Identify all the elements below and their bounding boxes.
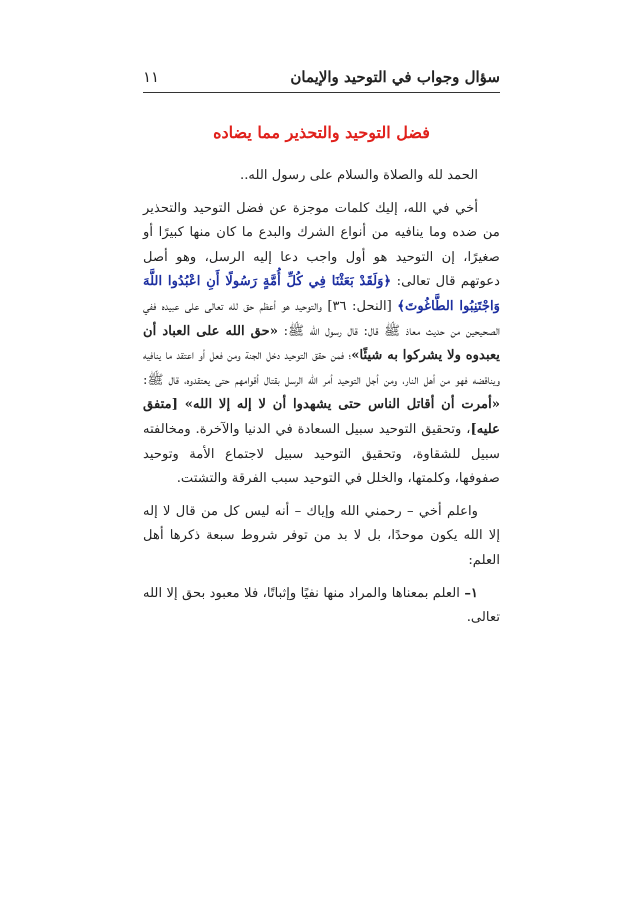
paragraph-conditions: واعلم أخي – رحمني الله وإياك – أنه ليس كل من قال لا إله إلا الله يكون موحدًا، بل لا بد من توفر شروط سبعة ذكرها أهل العلم: [143, 503, 500, 568]
condition-item [143, 582, 500, 631]
paragraph-main-mid: [النحل: ٣٦] والتوحيد هو أعظم حق لله تعالى على عبيده ففي الصحيحين من حديث معاذ ﷺ قال: قال رسول الله ﷺ: [143, 298, 500, 339]
paragraph-main-closing: ، وتحقيق التوحيد سبيل السعادة في الدنيا والآخرة. ومخالفته سبيل للشقاوة، وتحقيق التوحيد سبيل لاجتماع الأمة وتوحيد صفوفها، وكلمتها، والخلل في التوحيد سبب الفرقة والتشتت. [143, 421, 500, 487]
page-header [143, 64, 500, 94]
paragraph-opening: الحمد لله والصلاة والسلام على رسول الله.. [240, 168, 478, 183]
quran-verse: ﴿وَلَقَدْ بَعَثْنَا فِي كُلِّ أُمَّةٍ رَسُولًا أَنِ اعْبُدُوا اللَّهَ وَاجْتَنِبُوا الطَّاغُوتَ﴾ [143, 274, 500, 314]
paragraph-main [143, 197, 500, 492]
hadith-quote: «حق الله على العباد أن يعبدوه ولا يشركوا به شيئًا» [143, 323, 500, 364]
page-number: ١١ [143, 68, 160, 86]
paragraph-main-continued: ؛ فمن حقق التوحيد دخل الجنة ومن فعل أو اعتقد ما ينافيه ويناقضه فهو من أهل النار، ومن أجل التوحيد أمر الله الرسل بقتال أقوامهم حتى يعتقدوه، قال ﷺ: [143, 348, 500, 388]
condition-text: العلم بمعناها والمراد منها نفيًا وإثباتًا، فلا معبود بحق إلا الله تعالى. [143, 585, 500, 626]
paragraph-main-intro: أخي في الله، إليك كلمات موجزة عن فضل التوحيد والتحذير من ضده وما ينافيه من أنواع الشرك والبدع ما كان منها كبيرًا أو صغيرًا، إن التوحيد هو أول واجب دعا إليه الرسل، وهو أصل دعوتهم قال تعالى: [143, 200, 500, 290]
running-head: سؤال وجواب في التوحيد والإيمان [290, 68, 500, 86]
section-title: فضل التوحيد والتحذير مما يضاده [213, 123, 430, 142]
condition-number: ١– [464, 585, 478, 601]
body-text [143, 164, 500, 639]
hadith-quote-second: «أمرت أن أقاتل الناس حتى يشهدوا أن لا إله إلا الله» [متفق عليه] [143, 397, 500, 437]
header-rule [143, 92, 500, 93]
